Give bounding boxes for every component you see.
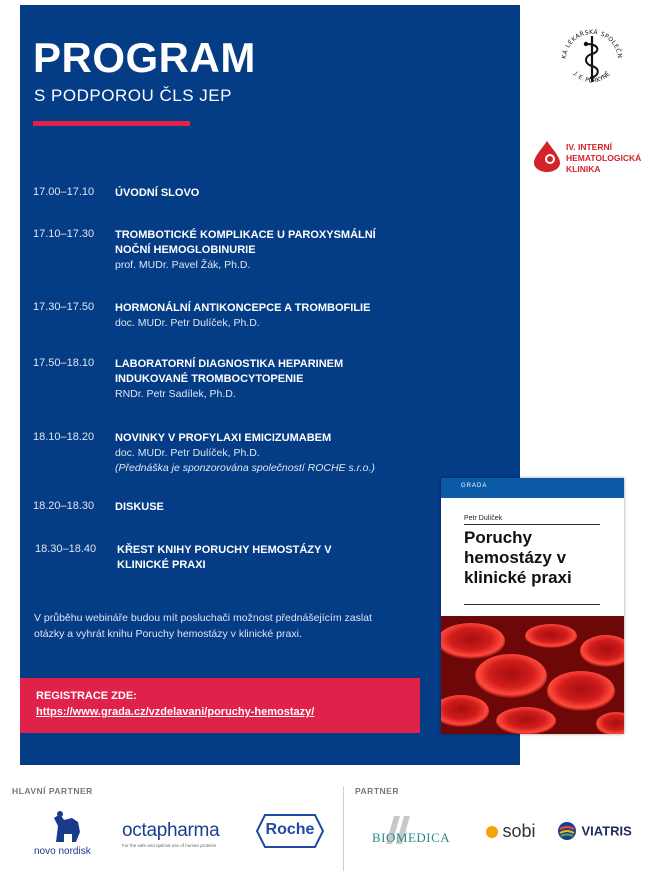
program-item-title: ÚVODNÍ SLOVO bbox=[115, 187, 200, 199]
viatris-logo bbox=[557, 821, 632, 841]
registration-link[interactable]: https://www.grada.cz/vzdelavani/poruchy-hemostazy/ bbox=[36, 706, 315, 718]
hema-line-3: KLINIKA bbox=[566, 164, 601, 174]
program-item-title: NOVINKY V PROFYLAXI EMICIZUMABEM bbox=[115, 432, 332, 444]
biomedica-logo bbox=[372, 812, 467, 852]
novo-nordisk-text: novo nordisk bbox=[34, 846, 91, 857]
blood-cells-illustration bbox=[441, 616, 624, 734]
footnote: V průběhu webináře budou mít posluchači možnost přednášejícím zaslat otázky a vyhrát knihu Poruchy hemostázy v klinické praxi. bbox=[34, 612, 372, 640]
program-subtitle: S PODPOROU ČLS JEP bbox=[34, 86, 232, 105]
roche-logo bbox=[255, 813, 325, 849]
program-speaker: doc. MUDr. Petr Dulíček, Ph.D. bbox=[115, 317, 260, 329]
roche-text: Roche bbox=[265, 821, 315, 838]
program-item-title: LABORATORNÍ DIAGNOSTIKA HEPARINEM INDUKOVANÉ TROMBOCYTOPENIE bbox=[115, 358, 344, 385]
hematology-clinic-name bbox=[566, 142, 646, 175]
program-speaker: prof. MUDr. Pavel Žák, Ph.D. bbox=[115, 259, 251, 271]
program-time: 18.20–18.30 bbox=[33, 500, 95, 512]
partner-divider bbox=[343, 786, 344, 871]
hema-line-2: HEMATOLOGICKÁ bbox=[566, 153, 642, 163]
cls-logo-bottom-text: J. E. PURKYNĚ bbox=[572, 70, 612, 85]
program-title: PROGRAM bbox=[33, 34, 256, 81]
title-underline bbox=[33, 121, 190, 126]
program-item-title: TROMBOTICKÉ KOMPLIKACE U PAROXYSMÁLNÍ NOČNÍ HEMOGLOBINURIE bbox=[115, 229, 376, 256]
program-item-title: HORMONÁLNÍ ANTIKONCEPCE A TROMBOFILIE bbox=[115, 302, 371, 314]
book-publisher: GRADA bbox=[461, 483, 488, 489]
sobi-logo bbox=[486, 821, 535, 842]
octapharma-logo bbox=[122, 820, 219, 848]
program-speaker: doc. MUDr. Petr Dulíček, Ph.D. bbox=[115, 447, 260, 459]
program-speaker: RNDr. Petr Sadílek, Ph.D. bbox=[115, 388, 236, 400]
book-author: Petr Dulíček bbox=[464, 515, 503, 522]
registration-label: REGISTRACE ZDE: bbox=[36, 690, 137, 702]
blood-cells-image bbox=[441, 616, 624, 734]
partner-label: PARTNER bbox=[355, 786, 399, 796]
program-time: 17.30–17.50 bbox=[33, 301, 95, 313]
program-item-title: KŘEST KNIHY PORUCHY HEMOSTÁZY V KLINICKÉ PRAXI bbox=[117, 544, 332, 571]
hema-line-1: IV. INTERNÍ bbox=[566, 142, 612, 152]
program-time: 18.30–18.40 bbox=[35, 543, 97, 555]
cls-jep-logo bbox=[556, 22, 628, 94]
viatris-text: VIATRIS bbox=[581, 823, 632, 839]
program-time: 18.10–18.20 bbox=[33, 431, 95, 443]
main-partner-label: HLAVNÍ PARTNER bbox=[12, 786, 93, 796]
sobi-text: sobi bbox=[502, 821, 536, 841]
octapharma-text: octapharma bbox=[122, 820, 220, 841]
svg-text:ČESKÁ LÉKAŘSKÁ SPOLEČNOST bbox=[556, 22, 623, 59]
book-rule bbox=[464, 524, 600, 525]
sobi-dot-icon bbox=[486, 826, 498, 838]
hematology-clinic-logo bbox=[532, 139, 562, 173]
novo-nordisk-logo bbox=[34, 808, 104, 858]
program-time: 17.00–17.10 bbox=[33, 186, 95, 198]
program-item-title: DISKUSE bbox=[115, 501, 164, 513]
program-time: 17.10–17.30 bbox=[33, 228, 95, 240]
biomedica-text: BIOMEDICA bbox=[372, 830, 451, 845]
book-title: Poruchy hemostázy v klinické praxi bbox=[464, 528, 572, 587]
registration-box bbox=[20, 678, 420, 733]
book-rule bbox=[464, 604, 600, 605]
viatris-globe-icon bbox=[557, 821, 577, 841]
program-time: 17.50–18.10 bbox=[33, 357, 95, 369]
octapharma-tagline: For the safe and optimal use of human proteins bbox=[122, 843, 217, 848]
cls-logo-top-text: KÁ LÉKAŘSKÁ SPOLEČN bbox=[560, 28, 624, 60]
book-cover bbox=[441, 478, 624, 734]
sponsor-note: (Přednáška je sponzorována společností ROCHE s.r.o.) bbox=[115, 462, 375, 474]
